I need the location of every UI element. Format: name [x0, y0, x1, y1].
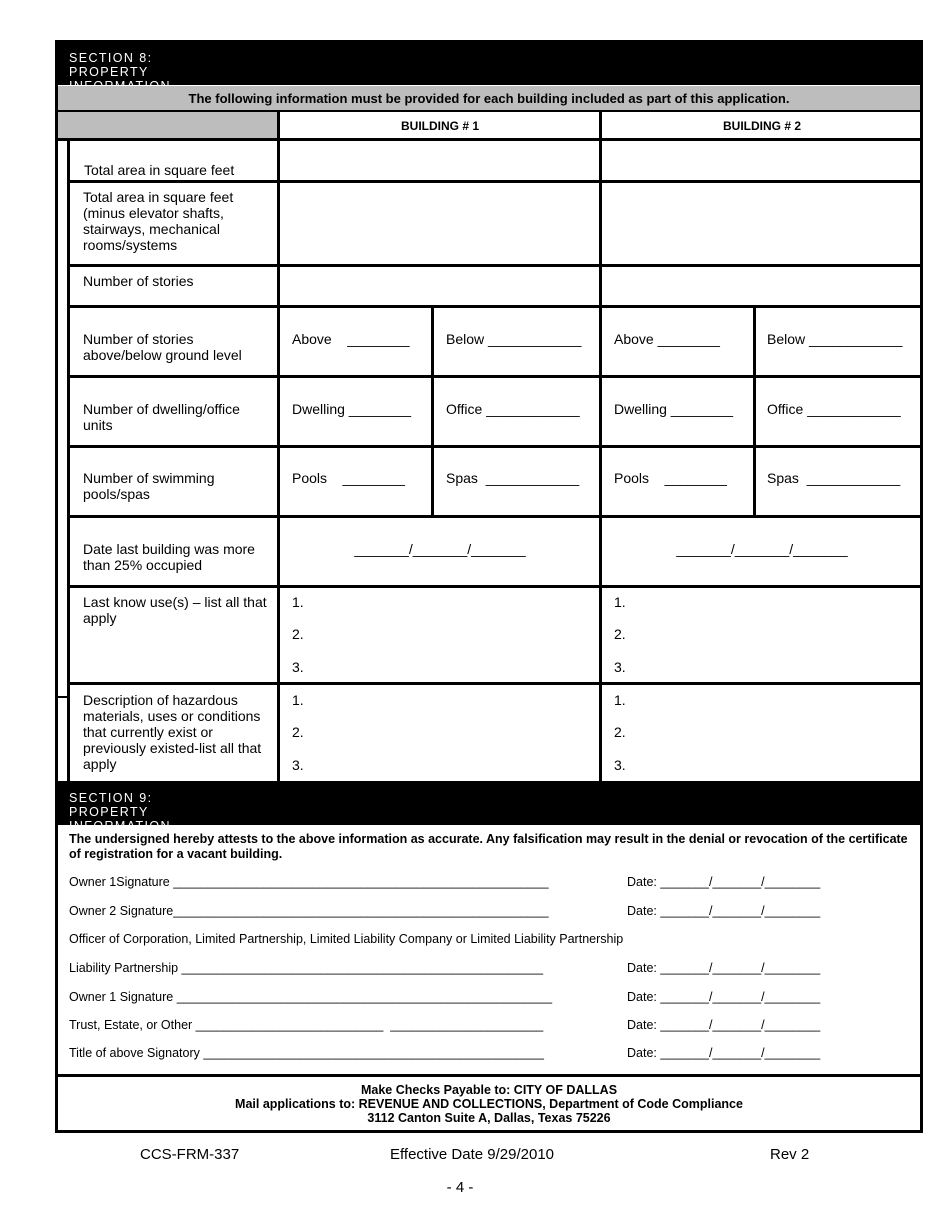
b1-hazard-1[interactable]: 1. [292, 692, 304, 708]
b2-occupied-date[interactable]: _______/_______/_______ [676, 541, 848, 557]
label-units: Number of dwelling/office units [83, 401, 240, 433]
form-number: CCS-FRM-337 [140, 1146, 240, 1163]
owner-1-signature-line-2[interactable]: Owner 1 Signature ______________________________________________________ [69, 990, 553, 1004]
mail-line: Mail applications to: REVENUE AND COLLECTIONS, Department of Code Compliance [235, 1097, 743, 1111]
effective-date: Effective Date 9/29/2010 [390, 1146, 555, 1163]
b1-net-area-input[interactable] [281, 184, 598, 263]
date-field-5[interactable]: Date: _______/_______/________ [627, 1018, 821, 1032]
notice-text: The following information must be provided for each building included as part of this application. [188, 91, 790, 106]
date-field-3[interactable]: Date: _______/_______/________ [627, 961, 821, 975]
revision: Rev 2 [770, 1146, 810, 1163]
date-field-6[interactable]: Date: _______/_______/________ [627, 1046, 821, 1060]
officer-label: Officer of Corporation, Limited Partnership, Limited Liability Company or Limited Liability Partnership [69, 932, 624, 946]
b2-total-area-input[interactable] [603, 142, 919, 179]
b1-occupied-date[interactable]: _______/_______/_______ [354, 541, 526, 557]
date-field-2[interactable]: Date: _______/_______/________ [627, 904, 821, 918]
label-last-use: Last know use(s) – list all that apply [83, 594, 267, 626]
page-number: - 4 - [446, 1179, 474, 1196]
liability-partnership-line[interactable]: Liability Partnership ____________________________________________________ [69, 961, 544, 975]
b1-use-1[interactable]: 1. [292, 594, 304, 610]
trust-estate-line[interactable]: Trust, Estate, or Other ___________________________ ______________________ [69, 1018, 544, 1032]
section-9-title: SECTION 9: PROPERTY INFORMATION [69, 791, 171, 833]
b1-stories-input[interactable] [281, 268, 598, 304]
b2-net-area-input[interactable] [603, 184, 919, 263]
building-2-header: BUILDING # 2 [722, 119, 801, 133]
label-occupied: Date last building was more than 25% occupied [83, 541, 255, 573]
date-field-4[interactable]: Date: _______/_______/________ [627, 990, 821, 1004]
owner-2-signature-line[interactable]: Owner 2 Signature______________________________________________________ [69, 904, 549, 918]
b2-dwelling-field[interactable]: Dwelling ________ [614, 401, 734, 417]
b2-pools-field[interactable]: Pools ________ [614, 470, 727, 486]
payable-line: Make Checks Payable to: CITY OF DALLAS [360, 1083, 618, 1097]
section-8-header [55, 40, 923, 85]
b2-stories-input[interactable] [603, 268, 919, 304]
b2-hazard-1[interactable]: 1. [614, 692, 626, 708]
date-field-1[interactable]: Date: _______/_______/________ [627, 875, 821, 889]
address-line: 3112 Canton Suite A, Dallas, Texas 75226 [367, 1111, 611, 1125]
b2-below-field[interactable]: Below ____________ [767, 331, 903, 347]
label-net-area: Total area in square feet (minus elevator shafts, stairways, mechanical rooms/systems [83, 189, 234, 253]
label-pools: Number of swimming pools/spas [83, 470, 215, 502]
b1-office-field[interactable]: Office ____________ [446, 401, 580, 417]
b2-hazard-3[interactable]: 3. [614, 757, 626, 773]
b1-below-field[interactable]: Below ____________ [446, 331, 582, 347]
label-hazardous: Description of hazardous materials, uses or conditions that currently exist or previously existed-list all that apply [83, 692, 262, 772]
section-8-title: SECTION 8: PROPERTY [69, 51, 153, 79]
b1-use-3[interactable]: 3. [292, 659, 304, 675]
b2-use-2[interactable]: 2. [614, 626, 626, 642]
b1-total-area-input[interactable] [281, 142, 598, 179]
b2-office-field[interactable]: Office ____________ [767, 401, 901, 417]
owner-1-signature-line[interactable]: Owner 1Signature ______________________________________________________ [69, 875, 549, 889]
b2-above-field[interactable]: Above ________ [614, 331, 720, 347]
header-blank-cell [57, 112, 278, 138]
b1-pools-field[interactable]: Pools ________ [292, 470, 405, 486]
b1-spas-field[interactable]: Spas ____________ [446, 470, 580, 486]
b2-use-3[interactable]: 3. [614, 659, 626, 675]
b1-hazard-2[interactable]: 2. [292, 724, 304, 740]
b2-hazard-2[interactable]: 2. [614, 724, 626, 740]
section-9-header [55, 781, 923, 825]
b1-dwelling-field[interactable]: Dwelling ________ [292, 401, 412, 417]
b1-use-2[interactable]: 2. [292, 626, 304, 642]
b1-above-field[interactable]: Above ________ [292, 331, 410, 347]
label-stories-above-below: Number of stories above/below ground level [83, 331, 242, 363]
label-total-area: Total area in square feet [84, 162, 235, 178]
attestation-text: The undersigned hereby attests to the above information as accurate. Any falsification may result in the denial or revocation of the certificate of registration for a vacant building. [69, 832, 908, 861]
title-signatory-line[interactable]: Title of above Signatory _________________________________________________ [69, 1046, 544, 1060]
label-stories: Number of stories [83, 273, 194, 289]
b2-spas-field[interactable]: Spas ____________ [767, 470, 901, 486]
b2-use-1[interactable]: 1. [614, 594, 626, 610]
b1-hazard-3[interactable]: 3. [292, 757, 304, 773]
building-1-header: BUILDING # 1 [400, 119, 479, 133]
